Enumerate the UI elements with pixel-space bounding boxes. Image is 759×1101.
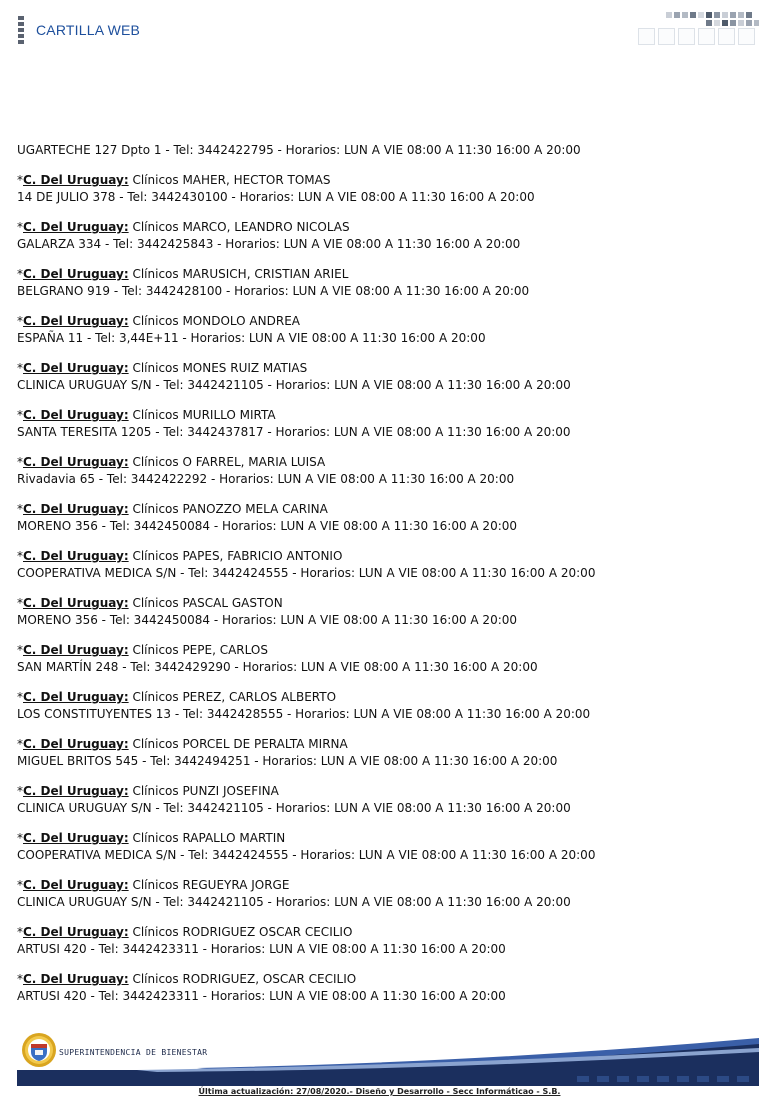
entry-prefix: * bbox=[17, 455, 23, 469]
entry-prefix: * bbox=[17, 690, 23, 704]
entry-header bbox=[17, 454, 747, 471]
entry-location: C. Del Uruguay: bbox=[23, 690, 129, 704]
mosaic-tile bbox=[666, 12, 672, 18]
entry-specialty: Clínicos REGUEYRA JORGE bbox=[132, 878, 290, 892]
entry-specialty: Clínicos RAPALLO MARTIN bbox=[132, 831, 286, 845]
list-item bbox=[17, 219, 747, 253]
mosaic-tile bbox=[738, 12, 744, 18]
mosaic-tile bbox=[706, 20, 712, 26]
entry-header bbox=[17, 642, 747, 659]
entry-header bbox=[17, 313, 747, 330]
entry-details: Rivadavia 65 - Tel: 3442422292 - Horarios: LUN A VIE 08:00 A 11:30 16:00 A 20:00 bbox=[17, 472, 515, 486]
list-item bbox=[17, 266, 747, 300]
entry-location: C. Del Uruguay: bbox=[23, 596, 129, 610]
footer-wave-icon bbox=[17, 1030, 759, 1086]
entry-header bbox=[17, 830, 747, 847]
entry-header bbox=[17, 736, 747, 753]
entry-location: C. Del Uruguay: bbox=[23, 972, 129, 986]
list-item bbox=[17, 877, 747, 911]
directory-list bbox=[17, 142, 747, 1018]
entry-specialty: Clínicos MAHER, HECTOR TOMAS bbox=[132, 173, 331, 187]
mosaic-tile bbox=[746, 12, 752, 18]
entry-prefix: * bbox=[17, 173, 23, 187]
header-bar-icon bbox=[18, 16, 24, 46]
mosaic-tile bbox=[722, 20, 728, 26]
entry-specialty: Clínicos O FARREL, MARIA LUISA bbox=[132, 455, 326, 469]
entry-location: C. Del Uruguay: bbox=[23, 878, 129, 892]
entry-specialty: Clínicos PAPES, FABRICIO ANTONIO bbox=[132, 549, 343, 563]
list-item bbox=[17, 313, 747, 347]
entry-specialty: Clínicos PUNZI JOSEFINA bbox=[132, 784, 279, 798]
mosaic-box bbox=[658, 28, 675, 45]
entry-location: C. Del Uruguay: bbox=[23, 314, 129, 328]
entry-header bbox=[17, 783, 747, 800]
entry-prefix: * bbox=[17, 220, 23, 234]
entry-location: C. Del Uruguay: bbox=[23, 220, 129, 234]
entry-specialty: Clínicos RODRIGUEZ OSCAR CECILIO bbox=[132, 925, 353, 939]
entry-location: C. Del Uruguay: bbox=[23, 361, 129, 375]
entry-details: LOS CONSTITUYENTES 13 - Tel: 3442428555 - Horarios: LUN A VIE 08:00 A 11:30 16:00 A 20:00 bbox=[17, 707, 591, 721]
list-item bbox=[17, 736, 747, 770]
entry-header bbox=[17, 877, 747, 894]
entry-details: COOPERATIVA MEDICA S/N - Tel: 3442424555 - Horarios: LUN A VIE 08:00 A 11:30 16:00 A 20:00 bbox=[17, 566, 596, 580]
list-item bbox=[17, 924, 747, 958]
entry-specialty: Clínicos MONDOLO ANDREA bbox=[132, 314, 300, 328]
mosaic-tile bbox=[730, 12, 736, 18]
list-item bbox=[17, 971, 747, 1005]
entry-prefix: * bbox=[17, 737, 23, 751]
entry-specialty: Clínicos PEPE, CARLOS bbox=[132, 643, 268, 657]
list-item bbox=[17, 360, 747, 394]
mosaic-box bbox=[678, 28, 695, 45]
list-item bbox=[17, 595, 747, 629]
list-item bbox=[17, 642, 747, 676]
entry-prefix: * bbox=[17, 878, 23, 892]
entry-header bbox=[17, 548, 747, 565]
entry-location: C. Del Uruguay: bbox=[23, 831, 129, 845]
entry-header bbox=[17, 360, 747, 377]
mosaic-tile bbox=[682, 12, 688, 18]
entry-header bbox=[17, 971, 747, 988]
entry-header bbox=[17, 924, 747, 941]
entry-details: COOPERATIVA MEDICA S/N - Tel: 3442424555 - Horarios: LUN A VIE 08:00 A 11:30 16:00 A 20:00 bbox=[17, 848, 596, 862]
entry-prefix: * bbox=[17, 549, 23, 563]
mosaic-tile bbox=[714, 12, 720, 18]
entry-prefix: * bbox=[17, 361, 23, 375]
entry-prefix: * bbox=[17, 596, 23, 610]
entry-specialty: Clínicos MURILLO MIRTA bbox=[132, 408, 276, 422]
page-title: CARTILLA WEB bbox=[36, 22, 141, 38]
mosaic-box bbox=[698, 28, 715, 45]
entry-prefix: * bbox=[17, 643, 23, 657]
entry-header bbox=[17, 407, 747, 424]
entry-specialty: Clínicos PANOZZO MELA CARINA bbox=[132, 502, 328, 516]
entry-specialty: Clínicos PORCEL DE PERALTA MIRNA bbox=[132, 737, 348, 751]
entry-details: GALARZA 334 - Tel: 3442425843 - Horarios: LUN A VIE 08:00 A 11:30 16:00 A 20:00 bbox=[17, 237, 521, 251]
mosaic-tile bbox=[722, 12, 728, 18]
entry-prefix: * bbox=[17, 502, 23, 516]
mosaic-tile bbox=[730, 20, 736, 26]
organization-name: SUPERINTENDENCIA DE BIENESTAR bbox=[59, 1048, 208, 1057]
entry-header bbox=[17, 172, 747, 189]
list-item bbox=[17, 501, 747, 535]
mosaic-box bbox=[738, 28, 755, 45]
entry-details: CLINICA URUGUAY S/N - Tel: 3442421105 - Horarios: LUN A VIE 08:00 A 11:30 16:00 A 20:00 bbox=[17, 895, 571, 909]
entry-location: C. Del Uruguay: bbox=[23, 549, 129, 563]
mosaic-box bbox=[638, 28, 655, 45]
entry-location: C. Del Uruguay: bbox=[23, 408, 129, 422]
entry-location: C. Del Uruguay: bbox=[23, 502, 129, 516]
list-item bbox=[17, 783, 747, 817]
entry-details: ARTUSI 420 - Tel: 3442423311 - Horarios: LUN A VIE 08:00 A 11:30 16:00 A 20:00 bbox=[17, 989, 506, 1003]
entry-prefix: * bbox=[17, 831, 23, 845]
entry-details: BELGRANO 919 - Tel: 3442428100 - Horarios: LUN A VIE 08:00 A 11:30 16:00 A 20:00 bbox=[17, 284, 530, 298]
entry-details: CLINICA URUGUAY S/N - Tel: 3442421105 - Horarios: LUN A VIE 08:00 A 11:30 16:00 A 20:00 bbox=[17, 378, 571, 392]
header-mosaic-icon bbox=[636, 10, 758, 46]
entry-specialty: Clínicos MARUSICH, CRISTIAN ARIEL bbox=[132, 267, 349, 281]
mosaic-tile bbox=[690, 12, 696, 18]
mosaic-tile bbox=[754, 20, 759, 26]
entry-prefix: * bbox=[17, 408, 23, 422]
entry-header bbox=[17, 595, 747, 612]
entry-location: C. Del Uruguay: bbox=[23, 643, 129, 657]
mosaic-tile bbox=[706, 12, 712, 18]
mosaic-tile bbox=[674, 12, 680, 18]
entry-header bbox=[17, 266, 747, 283]
entry-prefix: * bbox=[17, 925, 23, 939]
entry-header bbox=[17, 219, 747, 236]
entry-continuation: UGARTECHE 127 Dpto 1 - Tel: 3442422795 - Horarios: LUN A VIE 08:00 A 11:30 16:00 A 20:00 bbox=[17, 143, 581, 157]
list-item bbox=[17, 548, 747, 582]
entry-location: C. Del Uruguay: bbox=[23, 455, 129, 469]
mosaic-tile bbox=[714, 20, 720, 26]
entry-location: C. Del Uruguay: bbox=[23, 925, 129, 939]
list-item bbox=[17, 830, 747, 864]
entry-details: SANTA TERESITA 1205 - Tel: 3442437817 - Horarios: LUN A VIE 08:00 A 11:30 16:00 A 20:00 bbox=[17, 425, 571, 439]
entry-specialty: Clínicos MARCO, LEANDRO NICOLAS bbox=[132, 220, 350, 234]
footer-banner bbox=[17, 1030, 759, 1086]
entry-details: 14 DE JULIO 378 - Tel: 3442430100 - Horarios: LUN A VIE 08:00 A 11:30 16:00 A 20:00 bbox=[17, 190, 535, 204]
last-update-note: Última actualización: 27/08/2020.- Diseño y Desarrollo - Secc Informáticao - S.B. bbox=[198, 1087, 561, 1096]
entry-details: MIGUEL BRITOS 545 - Tel: 3442494251 - Horarios: LUN A VIE 08:00 A 11:30 16:00 A 20:00 bbox=[17, 754, 558, 768]
entry-details: ARTUSI 420 - Tel: 3442423311 - Horarios: LUN A VIE 08:00 A 11:30 16:00 A 20:00 bbox=[17, 942, 506, 956]
entry-specialty: Clínicos MONES RUIZ MATIAS bbox=[132, 361, 308, 375]
entry-location: C. Del Uruguay: bbox=[23, 173, 129, 187]
entry-prefix: * bbox=[17, 784, 23, 798]
list-item bbox=[17, 454, 747, 488]
mosaic-box bbox=[718, 28, 735, 45]
entry-details: ESPAÑA 11 - Tel: 3,44E+11 - Horarios: LUN A VIE 08:00 A 11:30 16:00 A 20:00 bbox=[17, 331, 486, 345]
list-item bbox=[17, 689, 747, 723]
entry-prefix: * bbox=[17, 314, 23, 328]
list-item bbox=[17, 172, 747, 206]
mosaic-tile bbox=[698, 12, 704, 18]
entry-header bbox=[17, 689, 747, 706]
entry-specialty: Clínicos RODRIGUEZ, OSCAR CECILIO bbox=[132, 972, 357, 986]
entry-details: CLINICA URUGUAY S/N - Tel: 3442421105 - Horarios: LUN A VIE 08:00 A 11:30 16:00 A 20:00 bbox=[17, 801, 571, 815]
entry-details: SAN MARTÍN 248 - Tel: 3442429290 - Horarios: LUN A VIE 08:00 A 11:30 16:00 A 20:00 bbox=[17, 660, 538, 674]
entry-location: C. Del Uruguay: bbox=[23, 784, 129, 798]
entry-prefix: * bbox=[17, 267, 23, 281]
entry-specialty: Clínicos PEREZ, CARLOS ALBERTO bbox=[132, 690, 337, 704]
institution-seal-icon bbox=[21, 1032, 57, 1068]
list-item bbox=[17, 407, 747, 441]
mosaic-tile bbox=[738, 20, 744, 26]
mosaic-tile bbox=[746, 20, 752, 26]
entry-location: C. Del Uruguay: bbox=[23, 737, 129, 751]
entry-location: C. Del Uruguay: bbox=[23, 267, 129, 281]
entry-details: MORENO 356 - Tel: 3442450084 - Horarios: LUN A VIE 08:00 A 11:30 16:00 A 20:00 bbox=[17, 519, 518, 533]
entry-details: MORENO 356 - Tel: 3442450084 - Horarios: LUN A VIE 08:00 A 11:30 16:00 A 20:00 bbox=[17, 613, 518, 627]
entry-specialty: Clínicos PASCAL GASTON bbox=[132, 596, 283, 610]
entry-header bbox=[17, 501, 747, 518]
entry-prefix: * bbox=[17, 972, 23, 986]
